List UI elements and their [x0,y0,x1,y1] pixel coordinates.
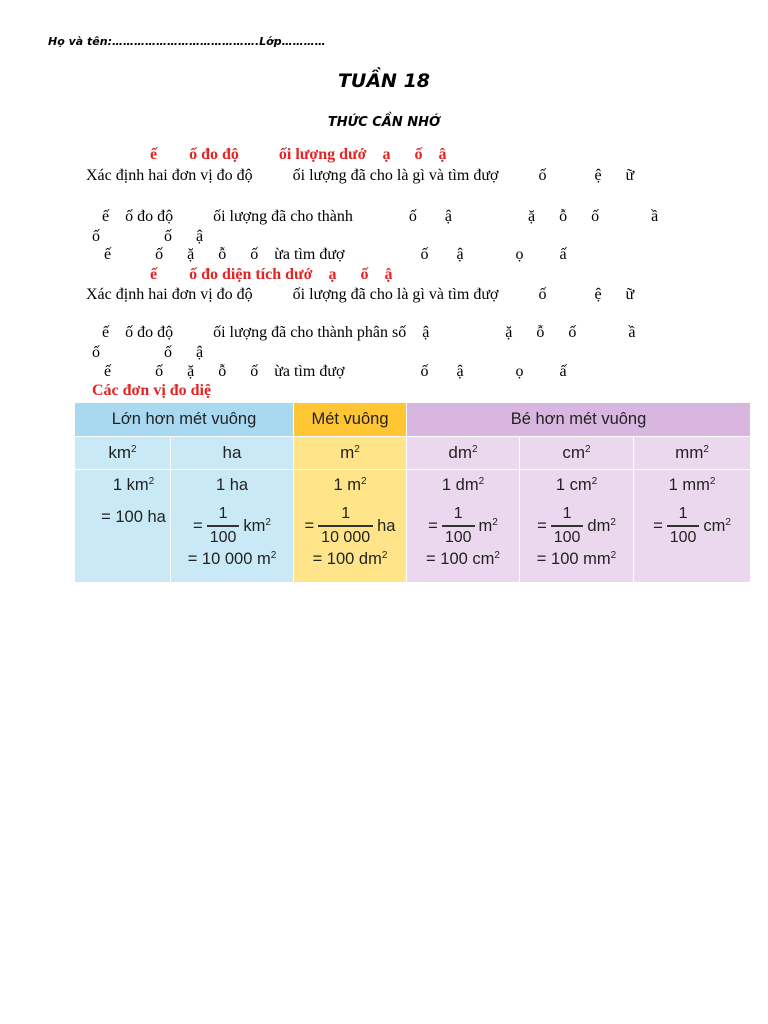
section1-line1: Xác định hai đơn vị đo độ ối lượng đã cho là gì và tìm đượ ố ệ ữ [86,167,635,184]
group-smaller-than-m2: Bé hơn mét vuông [407,403,751,437]
section1-heading: ế ố đo độ ối lượng dướ ạ ố ậ [150,146,447,163]
area-units-table [74,402,751,583]
m2-conversion: 1 $m^2$ = $\frac{1}{10 000}$ ha = 100 $dm^2$ [294,470,407,583]
unit-km2: $km^2$ [75,437,171,470]
unit-mm2: $mm^2$ [634,437,751,470]
unit-m2: $m^2$ [294,437,407,470]
student-name-line: Họ và tên:………………………………….Lớp………… [48,35,326,48]
dm2-conversion: 1 $dm^2$ = $\frac{1}{100}$ $m^2$ = 100 $cm^2$ [407,470,520,583]
unit-cm2: $cm^2$ [520,437,634,470]
fraction: $\frac{1}{100}$ [551,506,584,545]
subtitle: THỨC CẦN NHỚ [327,115,441,130]
unit-ha: ha [171,437,294,470]
section3-heading: Các đơn vị đo diệ [92,382,212,399]
section2-line2: ế ố đo độ ối lượng đã cho thành phân số ậ ặ ỗ ố ầ [90,324,636,341]
section2-heading: ế ố đo diện tích dướ ạ ố ậ [150,266,393,283]
fraction: $\frac{1}{100}$ [207,506,240,545]
section2-line3: ố ố ậ [92,344,204,361]
section2-line4: ế ố ặ ỗ ố ừa tìm đượ ố ậ ọ ấ [92,363,567,380]
week-title: TUẦN 18 [337,70,431,92]
section1-line3: ố ố ậ [92,228,204,245]
section2-line1: Xác định hai đơn vị đo độ ối lượng đã cho là gì và tìm đượ ố ệ ữ [86,286,635,303]
km2-conversion: 1 $km^2$ = 100 ha [75,470,171,583]
group-m2: Mét vuông [294,403,407,437]
fraction: $\frac{1}{10 000}$ [318,506,373,545]
mm2-conversion: 1 $mm^2$ = $\frac{1}{100}$ $cm^2$ [634,470,751,583]
group-larger-than-m2: Lớn hơn mét vuông [75,403,294,437]
fraction: $\frac{1}{100}$ [442,506,475,545]
ha-conversion: 1 ha = $\frac{1}{100}$ $km^2$ = 10 000 $m^2$ [171,470,294,583]
section1-line4: ế ố ặ ỗ ố ừa tìm đượ ố ậ ọ ấ [92,246,567,263]
cm2-conversion: 1 $cm^2$ = $\frac{1}{100}$ $dm^2$ = 100 $mm^2$ [520,470,634,583]
unit-dm2: $dm^2$ [407,437,520,470]
fraction: $\frac{1}{100}$ [667,506,700,545]
section1-line2: ế ố đo độ ối lượng đã cho thành ố ậ ặ ỗ ố ầ [90,208,659,225]
